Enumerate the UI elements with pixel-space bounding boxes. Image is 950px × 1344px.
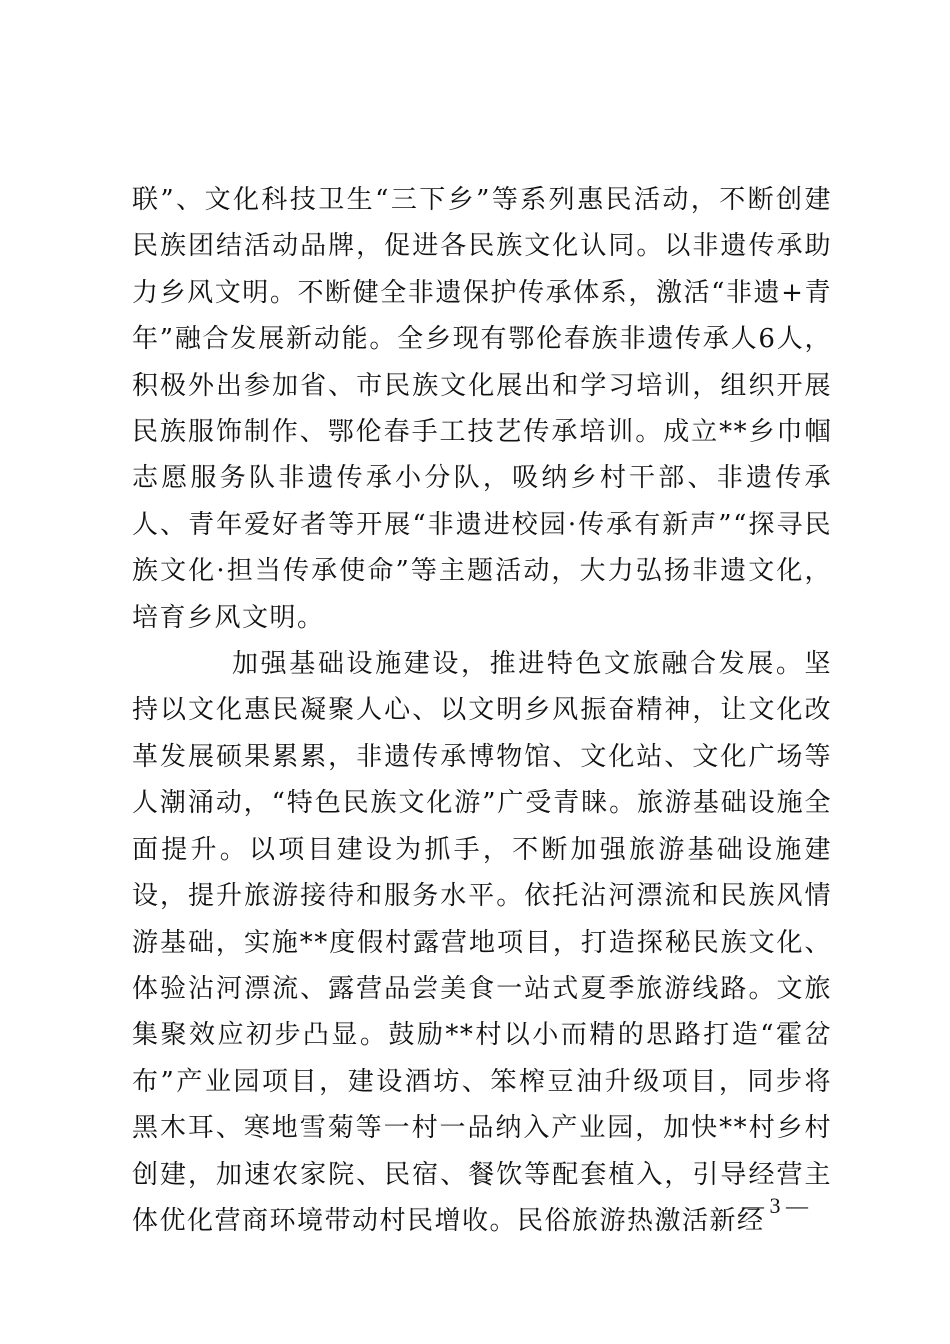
document-body [132,177,832,1244]
paragraph-1: 联”、文化科技卫生“三下乡”等系列惠民活动，不断创建民族团结活动品牌，促进各民族文化认同。以非遗传承助力乡风文明。不断健全非遗保护传承体系，激活“非遗+青年”融合发展新动能。全乡现有鄂伦春族非遗传承人6人，积极外出参加省、市民族文化展出和学习培训，组织开展民族服饰制作、鄂伦春手工技艺传承培训。成立**乡巾帼志愿服务队非遗传承小分队，吸纳乡村干部、非遗传承人、青年爱好者等开展“非遗进校园·传承有新声”“探寻民族文化·担当传承使命”等主题活动，大力弘扬非遗文化，培育乡风文明。 [132,185,832,633]
page-number: — 3 — [742,1193,808,1218]
paragraph-2: 加强基础设施建设，推进特色文旅融合发展。坚持以文化惠民凝聚人心、以文明乡风振奋精神，让文化改革发展硕果累累，非遗传承博物馆、文化站、文化广场等人潮涌动，“特色民族文化游”广受青睐。旅游基础设施全面提升。以项目建设为抓手，不断加强旅游基础设施建设，提升旅游接待和服务水平。依托沾河漂流和民族风情游基础，实施**度假村露营地项目，打造探秘民族文化、体验沾河漂流、露营品尝美食一站式夏季旅游线路。文旅集聚效应初步凸显。鼓励**村以小而精的思路打造“霍岔布”产业园项目，建设酒坊、笨榨豆油升级项目，同步将黑木耳、寒地雪菊等一村一品纳入产业园，加快**村乡村创建，加速农家院、民宿、餐饮等配套植入，引导经营主体优化营商环境带动村民增收。民俗旅游热激活新经 [132,649,832,1236]
